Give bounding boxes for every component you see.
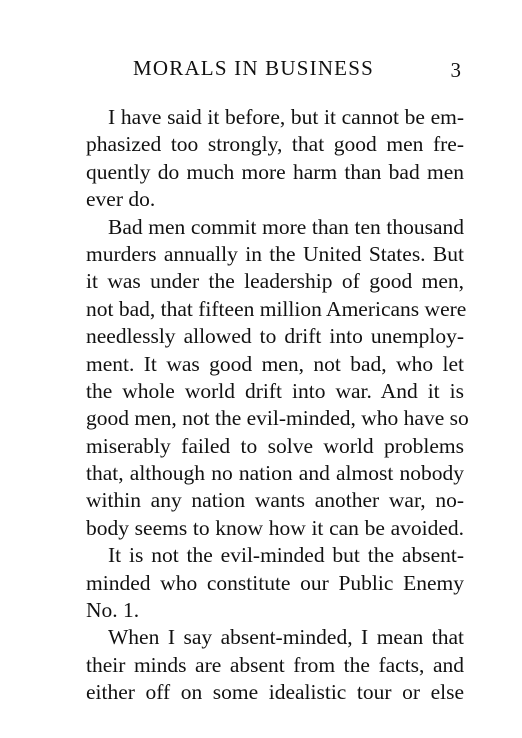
text-line: needlessly allowed to drift into unemploy- — [86, 324, 464, 349]
text-line: When I say absent-minded, I mean that — [108, 625, 464, 650]
text-line: It is not the evil-minded but the absent- — [108, 543, 464, 568]
text-line: their minds are absent from the facts, and — [86, 652, 464, 677]
body-text — [86, 104, 469, 707]
text-line: phasized too strongly, that good men fre- — [86, 132, 464, 157]
text-line: good men, not the evil-minded, who have so — [86, 406, 469, 431]
text-line: I have said it before, but it cannot be em- — [108, 105, 464, 129]
text-line: within any nation wants another war, no- — [86, 488, 464, 513]
text-line: Bad men commit more than ten thousand — [108, 214, 464, 239]
page-number: 3 — [450, 58, 461, 82]
text-line: quently do much more harm than bad men — [86, 159, 464, 184]
text-line: miserably failed to solve world problems — [86, 433, 464, 458]
text-line: either off on some idealistic tour or else — [86, 680, 464, 705]
text-line: the whole world drift into war. And it is — [86, 378, 464, 403]
text-line: body seems to know how it can be avoided. — [86, 515, 464, 540]
text-line: not bad, that fifteen million Americans were — [86, 296, 467, 321]
text-line: ever do. — [86, 187, 156, 212]
text-line: ment. It was good men, not bad, who let — [86, 351, 464, 376]
text-line: that, although no nation and almost nobody — [86, 461, 464, 486]
running-header — [85, 56, 465, 86]
text-line: it was under the leadership of good men, — [86, 269, 464, 294]
running-title: MORALS IN BUSINESS — [133, 56, 374, 80]
text-line: minded who constitute our Public Enemy — [86, 570, 464, 595]
text-line: No. 1. — [86, 598, 140, 623]
text-line: murders annually in the United States. But — [86, 241, 464, 266]
